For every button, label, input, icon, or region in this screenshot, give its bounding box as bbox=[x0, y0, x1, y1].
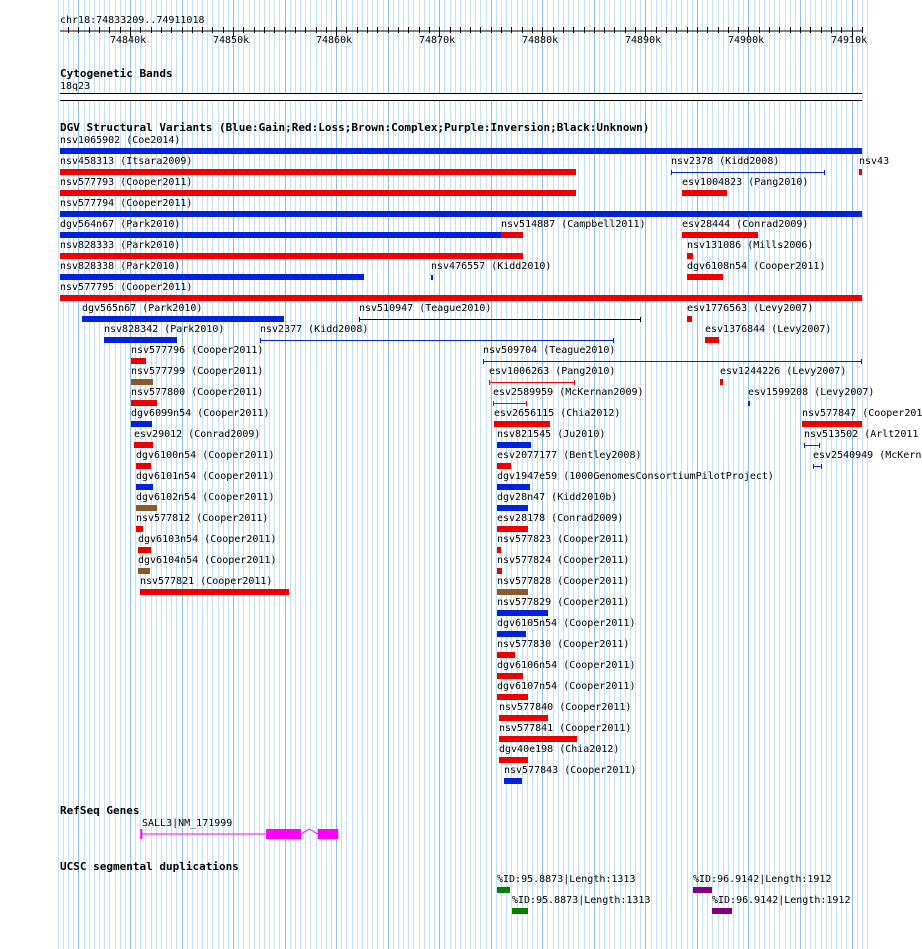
segdup-feature-label[interactable]: %ID:96.9142|Length:1912 bbox=[712, 895, 851, 906]
dgv-feature-label[interactable]: dgv1947e59 (1000GenomesConsortiumPilotProject) bbox=[497, 471, 774, 482]
ruler-tick-label: 74860k bbox=[316, 35, 353, 46]
refseq-track-title[interactable]: RefSeq Genes bbox=[60, 804, 140, 817]
ruler-position: chr18:74833209..74911018 bbox=[60, 15, 205, 26]
dgv-feature-label[interactable]: esv2540949 (McKern bbox=[813, 450, 922, 461]
ruler-tick-label: 74910k bbox=[831, 35, 868, 46]
dgv-feature-label[interactable]: dgv564n67 (Park2010) bbox=[60, 219, 181, 230]
segdup-feature-label[interactable]: %ID:95.8873|Length:1313 bbox=[512, 895, 651, 906]
ruler-tick-label: 74870k bbox=[419, 35, 456, 46]
dgv-feature-label[interactable]: nsv476557 (Kidd2010) bbox=[431, 261, 552, 272]
dgv-feature-label[interactable]: esv1376844 (Levy2007) bbox=[705, 324, 832, 335]
dgv-feature-label[interactable]: nsv577824 (Cooper2011) bbox=[497, 555, 630, 566]
dgv-feature-label[interactable]: nsv131086 (Mills2006) bbox=[687, 240, 814, 251]
dgv-feature-label[interactable]: esv28178 (Conrad2009) bbox=[497, 513, 624, 524]
dgv-feature-label[interactable]: dgv6099n54 (Cooper2011) bbox=[131, 408, 270, 419]
dgv-feature-label[interactable]: nsv577829 (Cooper2011) bbox=[497, 597, 630, 608]
dgv-feature-label[interactable]: nsv577840 (Cooper2011) bbox=[499, 702, 632, 713]
dgv-feature-label[interactable]: nsv577847 (Cooper201 bbox=[802, 408, 922, 419]
dgv-feature-label[interactable]: dgv6103n54 (Cooper2011) bbox=[138, 534, 277, 545]
dgv-feature-label[interactable]: nsv821545 (Ju2010) bbox=[497, 429, 606, 440]
dgv-feature-label[interactable]: nsv828342 (Park2010) bbox=[104, 324, 225, 335]
dgv-feature-label[interactable]: nsv577821 (Cooper2011) bbox=[140, 576, 273, 587]
ruler-tick-label: 74840k bbox=[110, 35, 147, 46]
dgv-feature-label[interactable]: dgv6105n54 (Cooper2011) bbox=[497, 618, 636, 629]
dgv-feature-label[interactable]: nsv577823 (Cooper2011) bbox=[497, 534, 630, 545]
dgv-feature-label[interactable]: esv1004823 (Pang2010) bbox=[682, 177, 809, 188]
dgv-feature-label[interactable]: esv1006263 (Pang2010) bbox=[489, 366, 616, 377]
segdup-feature-bar[interactable] bbox=[497, 887, 510, 893]
dgv-feature-label[interactable]: dgv6100n54 (Cooper2011) bbox=[136, 450, 275, 461]
dgv-feature-label[interactable]: esv1776563 (Levy2007) bbox=[687, 303, 814, 314]
dgv-feature-label[interactable]: esv2077177 (Bentley2008) bbox=[497, 450, 642, 461]
dgv-feature-label[interactable]: nsv509704 (Teague2010) bbox=[483, 345, 616, 356]
dgv-feature-label[interactable]: esv29012 (Conrad2009) bbox=[134, 429, 261, 440]
segdup-track-title[interactable]: UCSC segmental duplications bbox=[60, 860, 239, 873]
segdup-feature-label[interactable]: %ID:96.9142|Length:1912 bbox=[693, 874, 832, 885]
dgv-feature-label[interactable]: nsv577793 (Cooper2011) bbox=[60, 177, 193, 188]
dgv-feature-label[interactable]: dgv6108n54 (Cooper2011) bbox=[687, 261, 826, 272]
gene-exon[interactable] bbox=[266, 829, 301, 839]
segdup-feature-bar[interactable] bbox=[693, 887, 713, 893]
dgv-feature-label[interactable]: nsv828338 (Park2010) bbox=[60, 261, 181, 272]
dgv-feature-label[interactable]: dgv6102n54 (Cooper2011) bbox=[136, 492, 275, 503]
dgv-feature-label[interactable]: dgv6101n54 (Cooper2011) bbox=[136, 471, 275, 482]
dgv-feature-label[interactable]: nsv2377 (Kidd2008) bbox=[260, 324, 369, 335]
dgv-feature-label[interactable]: dgv6106n54 (Cooper2011) bbox=[497, 660, 636, 671]
segdup-feature-bar[interactable] bbox=[712, 908, 732, 914]
dgv-feature-label[interactable]: nsv577828 (Cooper2011) bbox=[497, 576, 630, 587]
segdup-feature-label[interactable]: %ID:95.8873|Length:1313 bbox=[497, 874, 636, 885]
dgv-feature-label[interactable]: nsv577841 (Cooper2011) bbox=[499, 723, 632, 734]
dgv-feature-label[interactable]: esv28444 (Conrad2009) bbox=[682, 219, 809, 230]
dgv-feature-label[interactable]: nsv2378 (Kidd2008) bbox=[671, 156, 780, 167]
dgv-feature-label[interactable]: nsv577795 (Cooper2011) bbox=[60, 282, 193, 293]
dgv-track-title[interactable]: DGV Structural Variants (Blue:Gain;Red:Loss;Brown:Complex;Purple:Inversion;Black:Unknown) bbox=[60, 121, 650, 134]
dgv-feature-label[interactable]: esv1599208 (Levy2007) bbox=[748, 387, 875, 398]
dgv-feature-label[interactable]: nsv43 bbox=[859, 156, 890, 167]
refseq-gene-label[interactable]: SALL3|NM_171999 bbox=[142, 818, 233, 829]
gene-intron-line bbox=[301, 829, 309, 834]
cytoband-label: 18q23 bbox=[60, 81, 91, 92]
dgv-feature-label[interactable]: nsv458313 (Itsara2009) bbox=[60, 156, 193, 167]
cytoband-track-title[interactable]: Cytogenetic Bands bbox=[60, 67, 173, 80]
ruler-tick-label: 74880k bbox=[522, 35, 559, 46]
dgv-feature-label[interactable]: nsv577812 (Cooper2011) bbox=[136, 513, 269, 524]
gene-exon[interactable] bbox=[140, 829, 142, 839]
gene-exon[interactable] bbox=[318, 829, 339, 839]
dgv-feature-label[interactable]: nsv513502 (Arlt2011 bbox=[804, 429, 919, 440]
dgv-feature-label[interactable]: dgv40e198 (Chia2012) bbox=[499, 744, 620, 755]
dgv-feature-label[interactable]: nsv514887 (Campbell2011) bbox=[501, 219, 646, 230]
dgv-feature-label[interactable]: dgv6107n54 (Cooper2011) bbox=[497, 681, 636, 692]
ruler-tick-label: 74890k bbox=[625, 35, 662, 46]
dgv-feature-label[interactable]: dgv565n67 (Park2010) bbox=[82, 303, 203, 314]
ruler-tick-label: 74850k bbox=[213, 35, 250, 46]
dgv-feature-label[interactable]: nsv1065902 (Coe2014) bbox=[60, 135, 181, 146]
dgv-feature-label[interactable]: dgv6104n54 (Cooper2011) bbox=[138, 555, 277, 566]
segdup-feature-bar[interactable] bbox=[512, 908, 527, 914]
dgv-feature-label[interactable]: nsv577800 (Cooper2011) bbox=[131, 387, 264, 398]
ruler-tick-label: 74900k bbox=[728, 35, 765, 46]
dgv-feature-label[interactable]: nsv577799 (Cooper2011) bbox=[131, 366, 264, 377]
dgv-feature-label[interactable]: nsv577843 (Cooper2011) bbox=[504, 765, 637, 776]
dgv-feature-label[interactable]: dgv28n47 (Kidd2010b) bbox=[497, 492, 618, 503]
dgv-feature-label[interactable]: nsv510947 (Teague2010) bbox=[359, 303, 492, 314]
dgv-feature-label[interactable]: esv1244226 (Levy2007) bbox=[720, 366, 847, 377]
dgv-feature-label[interactable]: nsv577830 (Cooper2011) bbox=[497, 639, 630, 650]
dgv-feature-label[interactable]: esv2589959 (McKernan2009) bbox=[493, 387, 644, 398]
dgv-feature-label[interactable]: nsv828333 (Park2010) bbox=[60, 240, 181, 251]
dgv-feature-label[interactable]: esv2656115 (Chia2012) bbox=[494, 408, 621, 419]
dgv-feature-label[interactable]: nsv577794 (Cooper2011) bbox=[60, 198, 193, 209]
dgv-feature-label[interactable]: nsv577796 (Cooper2011) bbox=[131, 345, 264, 356]
gene-intron-line bbox=[309, 829, 317, 834]
